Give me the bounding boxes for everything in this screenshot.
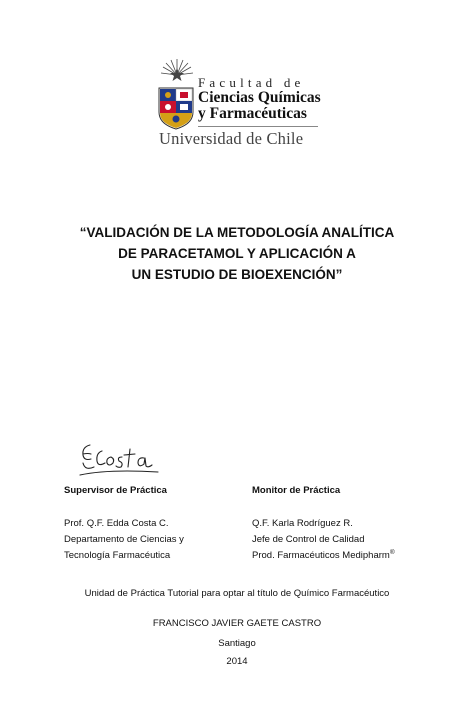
city: Santiago (218, 638, 256, 649)
year: 2014 (226, 656, 248, 667)
document-title (40, 222, 434, 285)
title-line-1: “VALIDACIÓN DE LA METODOLOGÍA ANALÍTICA (79, 225, 395, 240)
handwritten-signature (78, 437, 160, 481)
faculty-logo (154, 58, 319, 150)
degree-purpose: Unidad de Práctica Tutorial para optar al título de Químico Farmacéutico (84, 588, 390, 599)
supervisor-name: Prof. Q.F. Edda Costa C. (64, 518, 169, 529)
faculty-line-1: Facultad de (198, 75, 305, 90)
university-name: Universidad de Chile (159, 129, 304, 148)
title-line-3: UN ESTUDIO DE BIOEXENCIÓN” (131, 267, 343, 282)
faculty-line-3: y Farmacéuticas (198, 105, 307, 122)
faculty-name (198, 76, 320, 122)
university-shield-icon (157, 86, 195, 130)
monitor-company: Prod. Farmacéuticos Medipharm (252, 550, 390, 561)
faculty-line-2: Ciencias Químicas (198, 89, 321, 106)
monitor-name: Q.F. Karla Rodríguez R. (252, 518, 353, 529)
supervisor-block (64, 483, 234, 564)
supervisor-heading: Supervisor de Práctica (64, 485, 167, 496)
logo-divider (198, 126, 318, 127)
monitor-heading: Monitor de Práctica (252, 485, 341, 496)
registered-mark: ® (389, 548, 395, 556)
author-name: FRANCISCO JAVIER GAETE CASTRO (152, 618, 322, 629)
title-line-2: DE PARACETAMOL Y APLICACIÓN A (118, 246, 356, 261)
monitor-company-line (252, 548, 452, 564)
supervisor-department-line-1: Departamento de Ciencias y (64, 534, 184, 545)
monitor-block (252, 483, 452, 564)
monitor-role: Jefe de Control de Calidad (252, 534, 365, 545)
supervisor-department-line-2: Tecnología Farmacéutica (64, 550, 171, 561)
